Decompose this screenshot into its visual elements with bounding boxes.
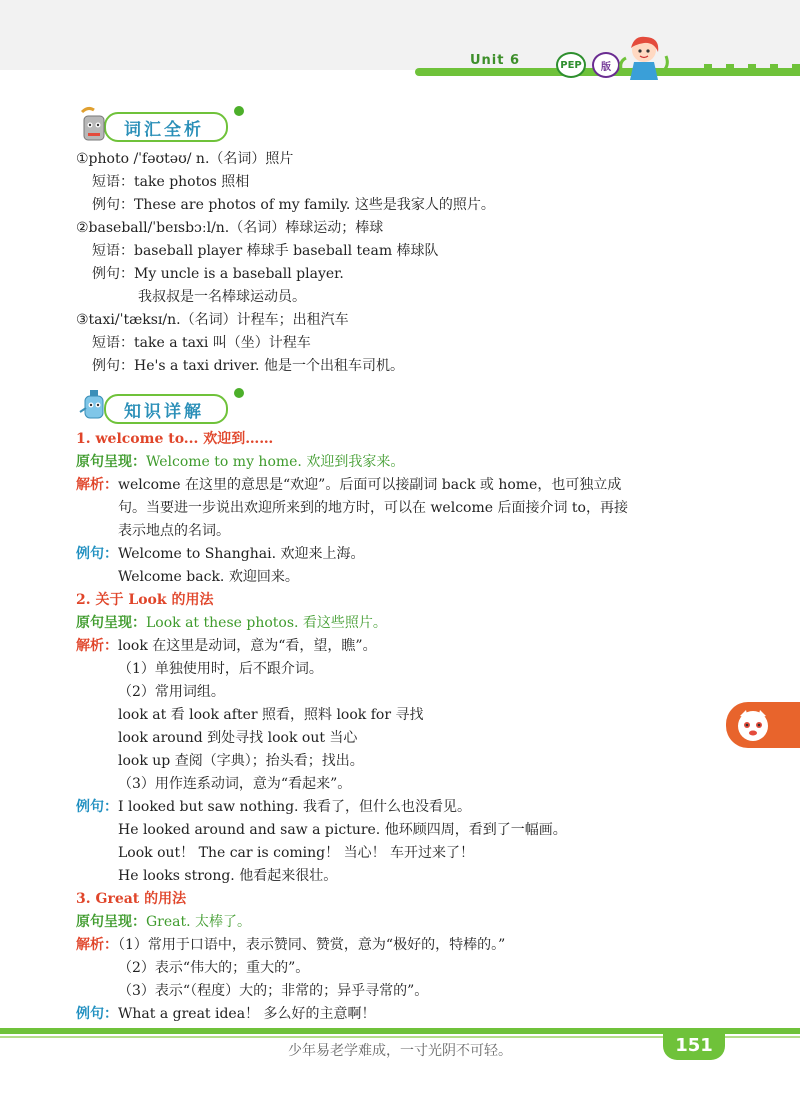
vocab-section-header: [76, 106, 256, 142]
vocab-line: ②baseball/ˈbeɪsbɔːl/n.（名词）棒球运动；棒球: [76, 220, 384, 236]
original-sentence: [76, 911, 251, 933]
original-text: Look at these photos. 看这些照片。: [146, 615, 387, 631]
example-line: He looked around and saw a picture. 他环顾四周，看到了一幅画。: [118, 822, 567, 838]
example-line: [76, 1003, 376, 1025]
analysis-line: [76, 635, 377, 657]
vocab-line: 例句：He's a taxi driver. 他是一个出租车司机。: [92, 358, 404, 374]
point-heading: 1. welcome to... 欢迎到……: [76, 431, 274, 447]
vocab-line: ①photo /ˈfəʊtəʊ/ n.（名词）照片: [76, 151, 294, 167]
vocab-line: 短语：baseball player 棒球手 baseball team 棒球队: [92, 243, 439, 259]
fox-face-icon: [734, 706, 772, 744]
example-text: Welcome to Shanghai. 欢迎来上海。: [118, 546, 365, 562]
vocab-line: 例句：These are photos of my family. 这些是我家人的照片。: [92, 197, 495, 213]
original-label: 原句呈现：: [76, 454, 146, 470]
vocab-line: 短语：take photos 照相: [92, 174, 250, 190]
vocab-line: ③taxi/ˈtæksɪ/n.（名词）计程车；出租汽车: [76, 312, 349, 328]
original-sentence: [76, 612, 387, 634]
page-header: [0, 0, 800, 100]
example-line: [76, 796, 471, 818]
knowledge-section-title: 知识详解: [124, 401, 204, 422]
analysis-text: look 在这里是动词，意为“看，望，瞧”。: [118, 638, 377, 654]
analysis-label: 解析：: [76, 937, 118, 953]
example-label: 例句：: [76, 799, 118, 815]
vocab-section-title: 词汇全析: [124, 119, 204, 140]
analysis-line: look at 看 look after 照看，照料 look for 寻找: [118, 707, 424, 723]
example-line: Welcome back. 欢迎回来。: [118, 569, 299, 585]
example-text: I looked but saw nothing. 我看了，但什么也没看见。: [118, 799, 471, 815]
pep-badge: PEP: [556, 52, 586, 78]
analysis-line: （1）单独使用时，后不跟介词。: [118, 661, 323, 677]
analysis-text: welcome 在这里的意思是“欢迎”。后面可以接副词 back 或 home，也可独立成: [118, 477, 622, 493]
analysis-line: [76, 474, 621, 496]
analysis-line: [76, 934, 505, 956]
analysis-line: （3）表示“（程度）大的；非常的；异乎寻常的”。: [118, 983, 429, 999]
checker-pattern: [690, 58, 800, 80]
example-label: 例句：: [76, 1006, 118, 1022]
bucket-mascot-icon: [76, 106, 112, 142]
original-text: Welcome to my home. 欢迎到我家来。: [146, 454, 405, 470]
analysis-line: （2）表示“伟大的；重大的”。: [118, 960, 310, 976]
point-heading: 3. Great 的用法: [76, 891, 187, 907]
girl-mascot-icon: [614, 32, 672, 84]
analysis-line: look around 到处寻找 look out 当心: [118, 730, 358, 746]
example-text: What a great idea！ 多么好的主意啊！: [118, 1006, 376, 1022]
page-number: 151: [663, 1030, 725, 1060]
knowledge-section-header: [76, 388, 256, 424]
header-strip: [0, 0, 800, 70]
example-label: 例句：: [76, 546, 118, 562]
robot-mascot-icon: [76, 388, 112, 424]
analysis-line: look up 查阅（字典）；抬头看；找出。: [118, 753, 364, 769]
analysis-text: （1）常用于口语中，表示赞同、赞赏，意为“极好的，特棒的。”: [118, 937, 506, 953]
original-label: 原句呈现：: [76, 615, 146, 631]
point-heading: 2. 关于 Look 的用法: [76, 592, 214, 608]
analysis-line: （2）常用词组。: [118, 684, 225, 700]
original-label: 原句呈现：: [76, 914, 146, 930]
example-line: He looks strong. 他看起来很壮。: [118, 868, 338, 884]
example-line: [76, 543, 364, 565]
vocab-line: 例句：My uncle is a baseball player.: [92, 266, 344, 282]
analysis-label: 解析：: [76, 638, 118, 654]
original-sentence: [76, 451, 404, 473]
edition-badge: 版: [592, 52, 620, 78]
footer-motto: 少年易老学难成，一寸光阴不可轻。: [288, 1043, 512, 1059]
unit-label: Unit 6: [470, 53, 521, 68]
example-line: Look out！ The car is coming！ 当心！ 车开过来了！: [118, 845, 475, 861]
analysis-line: 表示地点的名词。: [118, 523, 230, 539]
vocab-line: 我叔叔是一名棒球运动员。: [138, 289, 306, 305]
original-text: Great. 太棒了。: [146, 914, 252, 930]
analysis-line: 句。当要进一步说出欢迎所来到的地方时，可以在 welcome 后面接介词 to，再接: [118, 500, 628, 516]
analysis-label: 解析：: [76, 477, 118, 493]
vocab-line: 短语：take a taxi 叫（坐）计程车: [92, 335, 311, 351]
analysis-line: （3）用作连系动词，意为“看起来”。: [118, 776, 352, 792]
